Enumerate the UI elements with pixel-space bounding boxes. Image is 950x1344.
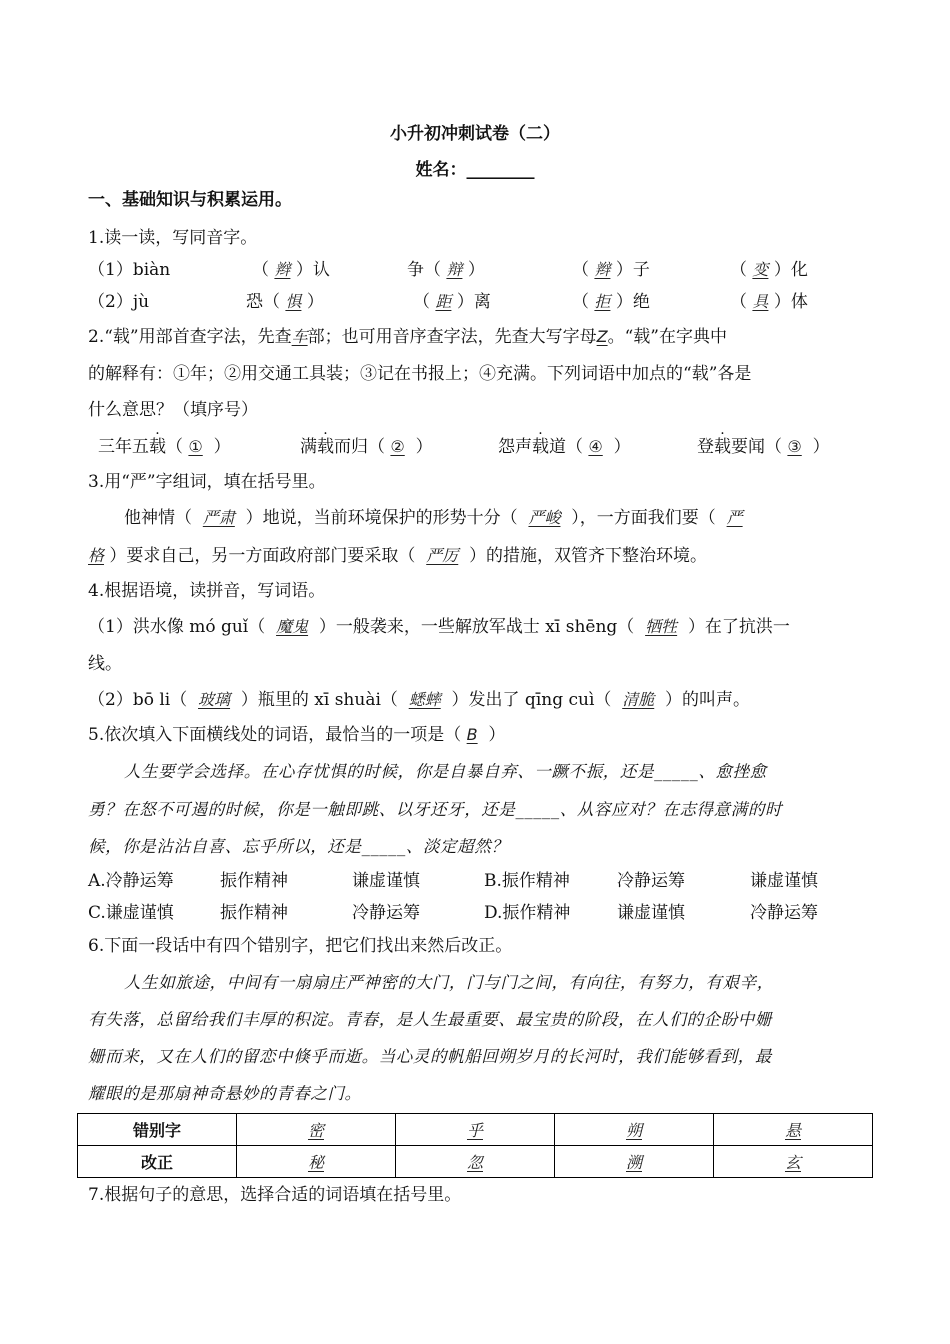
q7-prompt: 7.根据句子的意思，选择合适的词语填在括号里。 xyxy=(88,1185,462,1205)
q3-answer: 严 xyxy=(726,508,743,527)
q1-item: （ 辫 ）认 xyxy=(252,260,330,280)
q5-answer: B xyxy=(466,725,478,744)
q6-passage: 姗而来，又在人们的留恋中倏乎而逝。当心灵的帆船回朔岁月的长河时，我们能够看到，最 xyxy=(88,1047,772,1066)
q5-option: 振作精神 xyxy=(220,903,288,923)
q5-passage: 人生要学会选择。在心存忧惧的时候，你是自暴自弃、一蹶不振，还是_____、愈挫愈 xyxy=(124,762,767,781)
q4-line: （2）bō li（ 玻璃 ）瓶里的 xī shuài（ 蟋蟀 ）发出了 qīng cuì（ 清脆 ）的叫声。 xyxy=(88,690,751,710)
section-heading: 一、基础知识与积累运用。 xyxy=(88,190,292,210)
q4-answer: 蟋蟀 xyxy=(408,690,441,709)
q6-passage: 耀眼的是那扇神奇悬妙的青春之门。 xyxy=(88,1084,362,1103)
q1-answer: 拒 xyxy=(594,292,611,311)
q3-prompt: 3.用“严”字组词，填在括号里。 xyxy=(88,472,326,492)
q1-answer: 具 xyxy=(752,292,769,311)
q4-answer: 牺牲 xyxy=(645,617,678,636)
q1-item: （ 拒 ）绝 xyxy=(572,292,650,312)
q2-answer: ① xyxy=(188,437,203,456)
q5-option: D.振作精神 xyxy=(484,903,571,923)
q5-option: B.振作精神 xyxy=(484,871,570,891)
q4-answer: 清脆 xyxy=(622,690,655,709)
q6-passage: 人生如旅途，中间有一扇扇庄严神密的大门，门与门之间，有向往，有努力，有艰辛， xyxy=(124,973,774,992)
q2-line: 2.“载”用部首查字法，先查车部；也可用音序查字法，先查大写字母Z。“载”在字典中 xyxy=(88,327,727,347)
name-field[interactable]: 姓名：________ xyxy=(415,160,535,180)
q1-item: （ 具 ）体 xyxy=(730,292,808,312)
q5-option: 振作精神 xyxy=(220,871,288,891)
q2-letter-answer: Z xyxy=(596,327,608,346)
row-header-wrong: 错别字 xyxy=(78,1114,237,1146)
q4-answer: 玻璃 xyxy=(198,690,231,709)
q5-option: C.谦虚谨慎 xyxy=(88,903,174,923)
q1-row1-label: （1）biàn xyxy=(88,260,171,280)
table-cell: 忽 xyxy=(396,1146,555,1178)
q3-line: 格 ）要求自己，另一方面政府部门要采取（ 严厉 ）的措施，双管齐下整治环境。 xyxy=(88,546,708,566)
q1-item: （ 辫 ）子 xyxy=(572,260,650,280)
q2-radical-answer: 车 xyxy=(291,327,308,346)
table-cell: 玄 xyxy=(714,1146,873,1178)
q5-passage: 勇？在怒不可遏的时候，你是一触即跳、以牙还牙，还是_____、从容应对？在志得意满的时 xyxy=(88,800,783,819)
q2-item: 登载要闻（ ③ ） xyxy=(697,437,830,457)
q1-answer: 辫 xyxy=(274,260,291,279)
q2-answer: ③ xyxy=(787,437,802,456)
q3-answer: 严厉 xyxy=(426,546,459,565)
table-cell: 密 xyxy=(237,1114,396,1146)
q5-option: 冷静运筹 xyxy=(352,903,420,923)
q1-item: （ 变 ）化 xyxy=(730,260,808,280)
table-cell: 秘 xyxy=(237,1146,396,1178)
q1-answer: 变 xyxy=(752,260,769,279)
q1-answer: 辫 xyxy=(594,260,611,279)
q6-prompt: 6.下面一段话中有四个错别字，把它们找出来然后改正。 xyxy=(88,936,513,956)
q1-answer: 辩 xyxy=(446,260,463,279)
q1-answer: 惧 xyxy=(285,292,302,311)
table-cell: 朔 xyxy=(555,1114,714,1146)
table-cell: 乎 xyxy=(396,1114,555,1146)
correction-table xyxy=(77,1113,873,1178)
q2-answer: ② xyxy=(390,437,405,456)
q4-prompt: 4.根据语境，读拼音，写词语。 xyxy=(88,581,326,601)
row-header-fix: 改正 xyxy=(78,1146,237,1178)
table-row xyxy=(78,1114,873,1146)
q3-line: 他神情（ 严肃 ）地说，当前环境保护的形势十分（ 严峻 ），一方面我们要（ 严 xyxy=(124,508,743,528)
q4-line: （1）洪水像 mó guǐ（ 魔鬼 ）一般袭来，一些解放军战士 xī shēng（ 牺牲 ）在了抗洪一 xyxy=(88,617,790,637)
q2-item: 满载而归（ ② ） xyxy=(300,437,433,457)
q2-item: 怨声载道（ ④ ） xyxy=(498,437,631,457)
q5-option: 谦虚谨慎 xyxy=(750,871,818,891)
q1-answer: 距 xyxy=(435,292,452,311)
table-cell: 悬 xyxy=(714,1114,873,1146)
q5-passage: 候，你是沾沾自喜、忘乎所以，还是_____、淡定超然？ xyxy=(88,837,509,856)
q2-line: 什么意思？（填序号） xyxy=(88,400,258,420)
q3-answer: 严峻 xyxy=(528,508,561,527)
q1-item: （ 距 ）离 xyxy=(413,292,491,312)
q4-answer: 魔鬼 xyxy=(276,617,309,636)
q5-option: 冷静运筹 xyxy=(750,903,818,923)
q5-option: 谦虚谨慎 xyxy=(617,903,685,923)
q5-prompt: 5.依次填入下面横线处的词语，最恰当的一项是（ B ） xyxy=(88,725,506,745)
table-cell: 溯 xyxy=(555,1146,714,1178)
page-title: 小升初冲刺试卷（二） xyxy=(390,124,560,144)
q4-line: 线。 xyxy=(88,654,122,674)
q1-item: 恐（ 惧 ） xyxy=(246,292,324,312)
q1-prompt: 1.读一读，写同音字。 xyxy=(88,228,258,248)
q5-option: A.冷静运筹 xyxy=(88,871,174,891)
q2-item: 三年五载（ ① ） xyxy=(98,437,231,457)
q1-row2-label: （2）jù xyxy=(88,292,150,312)
q6-passage: 有失落，总留给我们丰厚的积淀。青春，是人生最重要、最宝贵的阶段，在人们的企盼中姗 xyxy=(88,1010,772,1029)
q5-option: 冷静运筹 xyxy=(617,871,685,891)
q5-option: 谦虚谨慎 xyxy=(352,871,420,891)
q2-line: 的解释有：①年；②用交通工具装；③记在书报上；④充满。下列词语中加点的“载”各是 xyxy=(88,364,752,384)
q3-answer: 格 xyxy=(88,546,105,565)
q1-item: 争（ 辩 ） xyxy=(407,260,485,280)
table-row xyxy=(78,1146,873,1178)
q2-answer: ④ xyxy=(588,437,603,456)
q3-answer: 严肃 xyxy=(202,508,235,527)
